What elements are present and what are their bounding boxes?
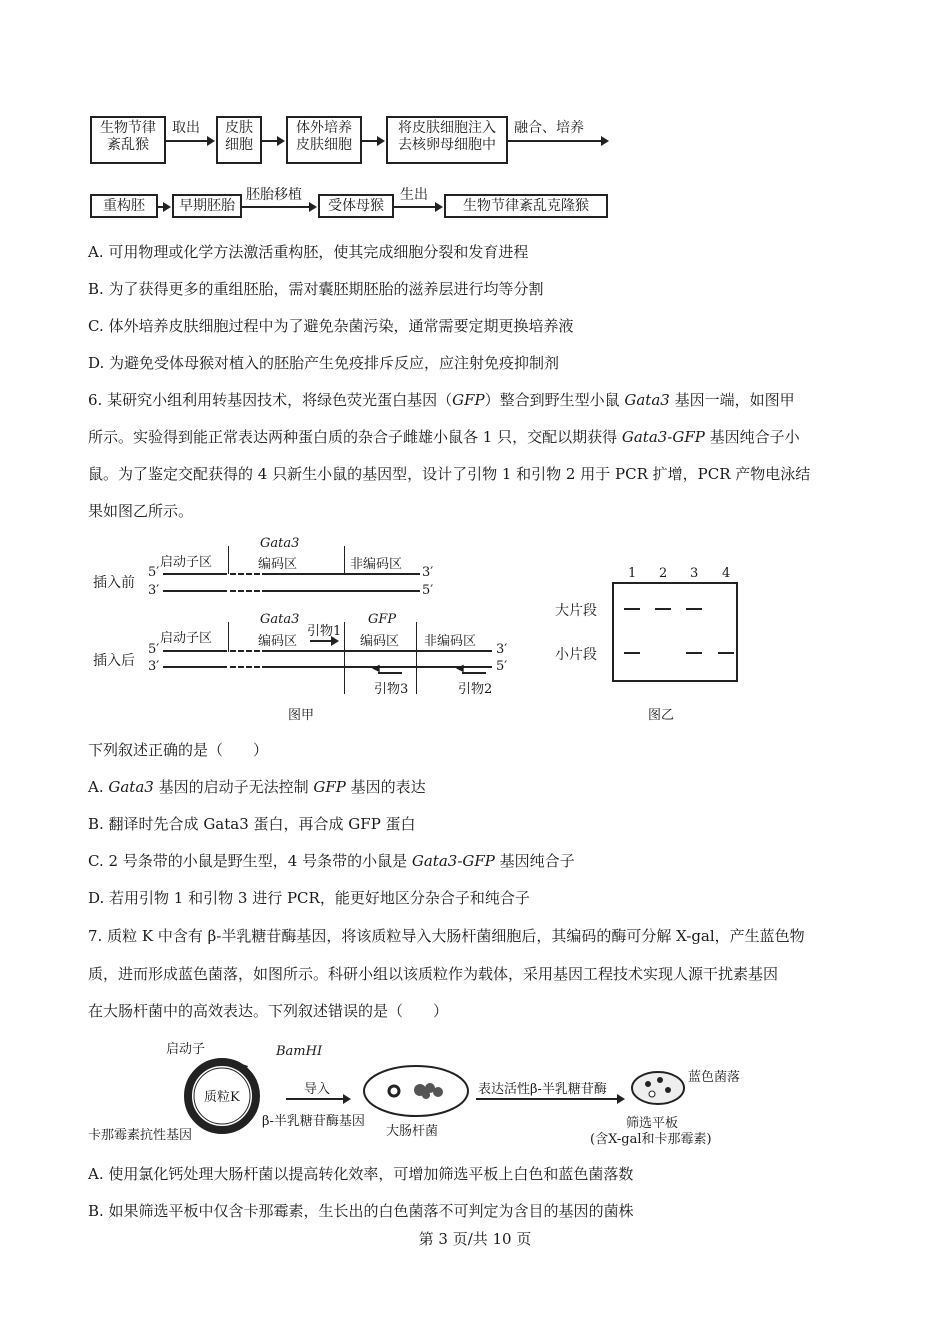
flow-box-recipient: 受体母猴 <box>318 194 394 218</box>
flow-box-monkey: 生物节律 紊乱猴 <box>90 116 166 164</box>
q6-line-1 <box>88 390 795 410</box>
q6-gfp: GFP <box>452 391 485 409</box>
flow-label-born: 生出 <box>400 187 428 203</box>
flow-arrow <box>394 206 436 208</box>
q6-gata3: Gata3 <box>624 391 670 409</box>
end-3-prime: 3′ <box>148 659 160 674</box>
dna-strand <box>262 590 420 592</box>
label-kanamycin: 卡那霉素抗性基因 <box>88 1128 193 1143</box>
q7-line-1: 7. 质粒 K 中含有 β-半乳糖苷酶基因，将该质粒导入大肠杆菌细胞后，其编码的酶可分解 X-gal，产生蓝色物 <box>88 927 805 945</box>
end-5-prime: 5′ <box>148 642 160 657</box>
lane-number: 3 <box>690 566 699 581</box>
band-lane4-small <box>718 652 734 654</box>
caption-figure-b: 图乙 <box>648 708 675 723</box>
end-3-prime: 3′ <box>422 565 434 580</box>
band-lane2-large <box>655 608 671 610</box>
express-arrow <box>476 1098 618 1100</box>
q6-text: A. <box>88 778 109 796</box>
primer-1-arrow <box>310 640 332 642</box>
q7-option-a: A. 使用氯化钙处理大肠杆菌以提高转化效率，可增加筛选平板上白色和蓝色菌落数 <box>88 1165 634 1183</box>
primer-2-arrow <box>462 672 486 674</box>
label-coding: 编码区 <box>360 634 400 649</box>
dna-strand <box>262 573 420 575</box>
region-divider <box>344 622 345 694</box>
q6-gata3-gfp: Gata3-GFP <box>621 428 705 446</box>
q6-gata3: Gata3 <box>108 778 154 796</box>
label-large-fragment: 大片段 <box>555 603 597 619</box>
label-blue-colony: 蓝色菌落 <box>688 1070 741 1085</box>
end-3-prime: 3′ <box>496 642 508 657</box>
q6-option-b: B. 翻译时先合成 Gata3 蛋白，再合成 GFP 蛋白 <box>88 815 416 833</box>
primer-3-arrow <box>378 672 402 674</box>
flow-box-reconstructed-embryo: 重构胚 <box>90 194 158 218</box>
q6-line-3: 鼠。为了鉴定交配获得的 4 只新生小鼠的基因型，设计了引物 1 和引物 2 用于 PCR 扩增，PCR 产物电泳结 <box>88 465 811 483</box>
dna-strand <box>163 573 227 575</box>
q6-text: 基因纯合子 <box>494 852 575 870</box>
label-small-fragment: 小片段 <box>555 647 597 663</box>
flow-arrow <box>158 206 164 208</box>
dna-strand-gap <box>230 573 260 575</box>
region-divider <box>228 622 229 652</box>
label-after: 插入后 <box>93 653 135 669</box>
flow-box-inject: 将皮肤细胞注入 去核卵母细胞中 <box>386 116 508 164</box>
label-noncoding: 非编码区 <box>424 634 477 649</box>
arrowhead-left: ◀ <box>372 663 380 674</box>
flow-arrow <box>262 140 278 142</box>
q7-line-3: 在大肠杆菌中的高效表达。下列叙述错误的是（ ） <box>88 1002 449 1020</box>
label-promoter: 启动子区 <box>160 631 213 646</box>
q6-stem: 下列叙述正确的是（ ） <box>88 741 269 759</box>
label-gfp: GFP <box>368 612 397 627</box>
arrowhead-left: ◀ <box>456 663 464 674</box>
flow-box-early-embryo: 早期胚胎 <box>172 194 242 218</box>
label-coding: 编码区 <box>258 557 298 572</box>
import-arrow <box>286 1098 344 1100</box>
label-coding: 编码区 <box>258 634 298 649</box>
flow-box-clone-monkey: 生物节律紊乱克隆猴 <box>444 194 608 218</box>
dna-strand <box>262 650 492 652</box>
dna-strand-gap <box>230 666 260 668</box>
q6-text: 基因的表达 <box>345 778 426 796</box>
label-express: 表达活性β-半乳糖苷酶 <box>478 1082 607 1097</box>
gel-box <box>612 582 738 682</box>
region-divider <box>228 546 229 574</box>
caption-figure-a: 图甲 <box>288 708 315 723</box>
band-lane3-small <box>686 652 702 654</box>
flow-arrow <box>508 140 602 142</box>
label-gata3: Gata3 <box>260 536 300 551</box>
q6-text: C. 2 号条带的小鼠是野生型，4 号条带的小鼠是 <box>88 852 412 870</box>
label-promoter: 启动子区 <box>160 555 213 570</box>
label-screen-plate: 筛选平板 <box>626 1116 679 1131</box>
label-primer-1: 引物1 <box>307 624 342 639</box>
band-lane1-large <box>624 608 640 610</box>
lane-number: 2 <box>659 566 668 581</box>
label-gata3: Gata3 <box>260 612 300 627</box>
region-divider <box>344 546 345 574</box>
flow-label-transfer: 胚胎移植 <box>246 187 302 203</box>
q6-text: 6. 某研究小组利用转基因技术，将绿色荧光蛋白基因（ <box>88 391 453 409</box>
flow-box-culture: 体外培养 皮肤细胞 <box>286 116 362 164</box>
label-plasmid-k: 质粒K <box>204 1090 240 1105</box>
q6-line-4: 果如图乙所示。 <box>88 502 194 520</box>
ecoli-cell <box>360 1062 472 1120</box>
label-beta-gal-gene: β-半乳糖苷酶基因 <box>262 1114 365 1129</box>
lane-number: 4 <box>722 566 731 581</box>
q6-text: 基因一端，如图甲 <box>669 391 795 409</box>
end-5-prime: 5′ <box>496 659 508 674</box>
petri-dish <box>628 1066 688 1110</box>
q5-option-b: B. 为了获得更多的重组胚胎，需对囊胚期胚胎的滋养层进行均等分割 <box>88 280 544 298</box>
dna-strand <box>163 650 227 652</box>
page-number: 第 3 页/共 10 页 <box>418 1230 532 1248</box>
dna-strand <box>163 666 227 668</box>
lane-number: 1 <box>628 566 637 581</box>
label-primer-3: 引物3 <box>374 682 409 697</box>
q5-option-d: D. 为避免受体母猴对植入的胚胎产生免疫排斥反应，应注射免疫抑制剂 <box>88 354 560 372</box>
q6-gfp: GFP <box>313 778 346 796</box>
flow-label-fuse: 融合、培养 <box>514 120 584 136</box>
q7-line-2: 质，进而形成蓝色菌落，如图所示。科研小组以该质粒作为载体，采用基因工程技术实现人源干扰素基因 <box>88 965 779 983</box>
end-5-prime: 5′ <box>422 583 434 598</box>
q6-text: 所示。实验得到能正常表达两种蛋白质的杂合子雌雄小鼠各 1 只，交配以期获得 <box>88 428 622 446</box>
q6-text: ）整合到野生型小鼠 <box>484 391 625 409</box>
q6-text: 基因纯合子小 <box>704 428 800 446</box>
end-5-prime: 5′ <box>148 565 160 580</box>
region-divider <box>416 622 417 694</box>
q6-option-d: D. 若用引物 1 和引物 3 进行 PCR，能更好地区分杂合子和纯合子 <box>88 889 530 907</box>
q7-option-b: B. 如果筛选平板中仅含卡那霉素，生长出的白色菌落不可判定为含目的基因的菌株 <box>88 1202 634 1220</box>
dna-strand-gap <box>230 650 260 652</box>
flow-arrow <box>242 206 310 208</box>
label-bamhi: BamHⅠ <box>276 1044 323 1059</box>
q6-line-2 <box>88 427 800 447</box>
end-3-prime: 3′ <box>148 583 160 598</box>
q6-gata3-gfp: Gata3-GFP <box>411 852 495 870</box>
flow-arrow <box>362 140 378 142</box>
label-import: 导入 <box>304 1082 331 1097</box>
label-primer-2: 引物2 <box>458 682 493 697</box>
dna-strand-gap <box>230 590 260 592</box>
label-promoter: 启动子 <box>166 1042 206 1057</box>
q5-option-c: C. 体外培养皮肤细胞过程中为了避免杂菌污染，通常需要定期更换培养液 <box>88 317 574 335</box>
band-lane3-large <box>686 608 702 610</box>
q6-option-a <box>88 777 426 797</box>
label-ecoli: 大肠杆菌 <box>386 1124 439 1139</box>
q6-option-c <box>88 851 575 871</box>
q6-text: 基因的启动子无法控制 <box>153 778 314 796</box>
q5-option-a: A. 可用物理或化学方法激活重构胚，使其完成细胞分裂和发育进程 <box>88 243 529 261</box>
dna-strand <box>163 590 227 592</box>
label-noncoding: 非编码区 <box>350 557 403 572</box>
flow-box-skin-cell: 皮肤 细胞 <box>216 116 262 164</box>
label-plate-contents: (含X-gal和卡那霉素) <box>590 1132 712 1147</box>
flow-label-take: 取出 <box>172 120 200 136</box>
band-lane1-small <box>624 652 640 654</box>
flow-arrow <box>166 140 208 142</box>
label-before: 插入前 <box>93 575 135 591</box>
